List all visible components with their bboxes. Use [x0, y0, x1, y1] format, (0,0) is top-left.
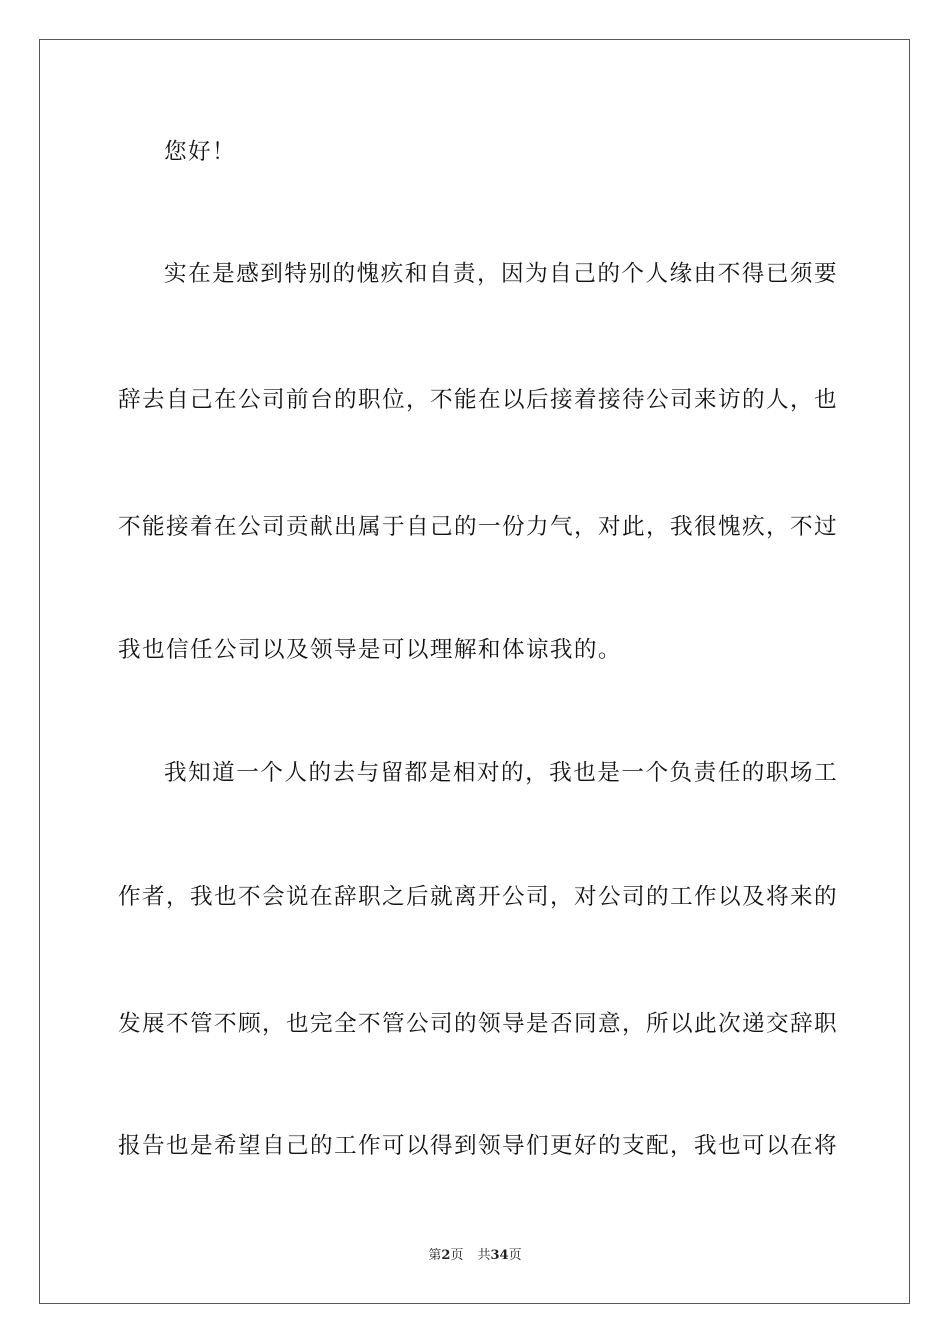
total-pages-label: 共34页 [477, 1248, 522, 1263]
paragraph-2-line-4: 报告也是希望自己的工作可以得到领导们更好的支配，我也可以在将 [118, 1133, 838, 1159]
page-footer [0, 1247, 950, 1265]
paragraph-1-line-4: 我也信任公司以及领导是可以理解和体谅我的。 [118, 637, 622, 663]
current-page-number: 2 [441, 1248, 451, 1263]
paragraph-1-line-3: 不能接着在公司贡献出属于自己的一份力气，对此，我很愧疚，不过 [118, 514, 838, 540]
paragraph-1-line-2: 辞去自己在公司前台的职位，不能在以后接着接待公司来访的人，也 [118, 387, 838, 413]
paragraph-1-line-1: 实在是感到特别的愧疚和自责，因为自己的个人缘由不得已须要 [164, 261, 838, 287]
greeting-line: 您好！ [164, 139, 236, 165]
page-border [39, 39, 910, 1304]
paragraph-2-line-3: 发展不管不顾，也完全不管公司的领导是否同意，所以此次递交辞职 [118, 1011, 838, 1037]
paragraph-2-line-2: 作者，我也不会说在辞职之后就离开公司，对公司的工作以及将来的 [118, 884, 838, 910]
paragraph-2-line-1: 我知道一个人的去与留都是相对的，我也是一个负责任的职场工 [164, 760, 838, 786]
page-number-label: 第2页 [428, 1248, 464, 1263]
total-pages-number: 34 [490, 1248, 509, 1263]
